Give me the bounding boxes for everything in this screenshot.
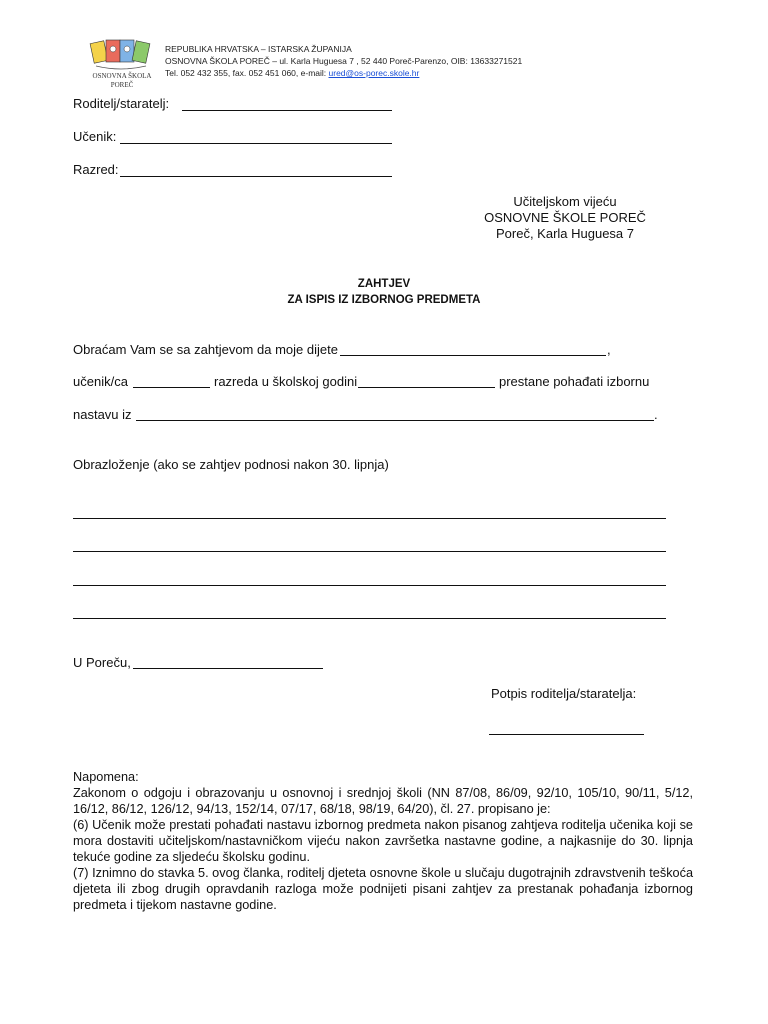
recipient-line-1: Učiteljskom vijeću bbox=[513, 194, 617, 209]
date-line[interactable] bbox=[133, 668, 323, 669]
recipient-line-3: Poreč, Karla Huguesa 7 bbox=[495, 226, 635, 241]
student-label: Učenik: bbox=[73, 129, 117, 144]
reason-line-1[interactable] bbox=[73, 518, 666, 519]
note-paragraph-3: (7) Iznimno do stavka 5. ovog članka, roditelj djeteta osnovne škole u slučaju dugotrajnih zdravstvenih teškoća djeteta ili zbog drugih opravdanih razloga može podnijeti pisani zahtjev za prestanak pohađanja izbornog predmeta i tijekom nastavne godine. bbox=[73, 866, 693, 912]
logo-caption: OSNOVNA ŠKOLA POREČ bbox=[92, 72, 152, 89]
student-field-line[interactable] bbox=[120, 143, 392, 144]
header-contact: Tel. 052 432 355, fax. 052 451 060, e-mail: bbox=[165, 68, 329, 78]
note-block bbox=[73, 769, 693, 913]
class-field-line[interactable] bbox=[120, 176, 392, 177]
note-paragraph-2: (6) Učenik može prestati pohađati nastavu izbornog predmeta nakon pisanog zahtjeva roditelja učenika koji se mora dostaviti učiteljskom/nastavničkom vijeću nakon završetka nastavne godine, a najkasnije do 30. lipnja tekuće godine za sljedeću školsku godinu. bbox=[73, 818, 693, 864]
request-text-comma: , bbox=[607, 342, 611, 357]
child-name-line[interactable] bbox=[340, 355, 606, 356]
parent-label: Roditelj/staratelj: bbox=[73, 96, 170, 111]
signature-line[interactable] bbox=[489, 734, 644, 735]
reason-label: Obrazloženje (ako se zahtjev podnosi nakon 30. lipnja) bbox=[73, 457, 389, 472]
header-line-3 bbox=[165, 67, 725, 79]
header-line-1: REPUBLIKA HRVATSKA – ISTARSKA ŽUPANIJA bbox=[165, 44, 352, 54]
title-line-1: ZAHTJEV bbox=[357, 278, 411, 290]
note-heading: Napomena: bbox=[73, 770, 139, 784]
note-paragraph-1: Zakonom o odgoju i obrazovanju u osnovnoj i srednjoj školi (NN 87/08, 86/09, 92/10, 105/10, 90/11, 5/12, 16/12, 86/12, 126/12, 94/13, 152/14, 07/17, 68/18, 98/19, 64/20), čl. 27. propisano je: bbox=[73, 786, 693, 816]
reason-line-3[interactable] bbox=[73, 585, 666, 586]
subject-line[interactable] bbox=[136, 420, 654, 421]
header-line-2: OSNOVNA ŠKOLA POREČ – ul. Karla Huguesa 7 , 52 440 Poreč-Parenzo, OIB: 13633271521 bbox=[165, 56, 523, 66]
email-link[interactable]: ured@os-porec.skole.hr bbox=[328, 68, 420, 78]
subject-text: nastavu iz bbox=[73, 407, 132, 422]
school-year-line[interactable] bbox=[358, 387, 495, 388]
stop-text: prestane pohađati izbornu bbox=[499, 374, 650, 389]
student-text: učenik/ca bbox=[73, 374, 128, 389]
title-line-2: ZA ISPIS IZ IZBORNOG PREDMETA bbox=[287, 294, 481, 306]
document-title bbox=[0, 276, 768, 308]
class-label: Razred: bbox=[73, 162, 119, 177]
request-text: Obraćam Vam se sa zahtjevom da moje dijete bbox=[73, 342, 338, 357]
grade-line[interactable] bbox=[133, 387, 210, 388]
subject-period: . bbox=[654, 407, 658, 422]
reason-line-2[interactable] bbox=[73, 551, 666, 552]
signature-label: Potpis roditelja/staratelja: bbox=[491, 686, 637, 701]
parent-field-line[interactable] bbox=[182, 110, 392, 111]
grade-text: razreda u školskoj godini bbox=[214, 374, 358, 389]
reason-line-4[interactable] bbox=[73, 618, 666, 619]
recipient-line-2: OSNOVNE ŠKOLE POREČ bbox=[484, 210, 646, 225]
place-label: U Poreču, bbox=[73, 655, 131, 670]
recipient-block bbox=[460, 194, 670, 242]
school-header bbox=[165, 43, 725, 79]
